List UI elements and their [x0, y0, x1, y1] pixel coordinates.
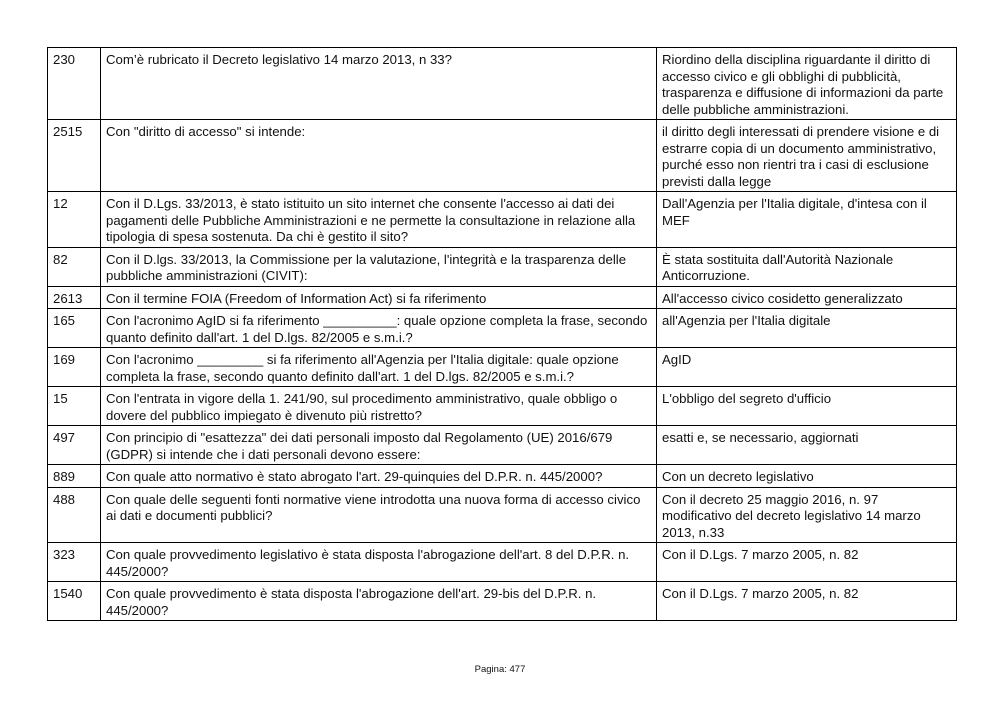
answer-cell: L'obbligo del segreto d'ufficio: [657, 387, 957, 426]
table-row: [48, 487, 957, 543]
table-row: [48, 543, 957, 582]
qa-table-body: [48, 48, 957, 621]
question-id-cell: 169: [48, 348, 101, 387]
answer-cell: È stata sostituita dall'Autorità Nazionale Anticorruzione.: [657, 247, 957, 286]
question-cell: Con l'entrata in vigore della 1. 241/90, sul procedimento amministrativo, quale obbligo o dovere del pubblico impiegato è divenuto più ristretto?: [101, 387, 657, 426]
answer-cell: All'accesso civico cosidetto generalizzato: [657, 286, 957, 309]
table-row: [48, 426, 957, 465]
question-id-cell: 497: [48, 426, 101, 465]
question-id-cell: 2613: [48, 286, 101, 309]
table-row: [48, 582, 957, 621]
question-cell: Con il D.lgs. 33/2013, la Commissione per la valutazione, l'integrità e la trasparenza delle pubbliche amministrazioni (CIVIT):: [101, 247, 657, 286]
answer-cell: Dall'Agenzia per l'Italia digitale, d'intesa con il MEF: [657, 192, 957, 248]
answer-cell: il diritto degli interessati di prendere visione e di estrarre copia di un documento amministrativo, purché esso non rientri tra i casi di esclusione previsti dalla legge: [657, 120, 957, 192]
question-cell: Con quale atto normativo è stato abrogato l'art. 29-quinquies del D.P.R. n. 445/2000?: [101, 465, 657, 488]
question-cell: Con quale provvedimento legislativo è stata disposta l'abrogazione dell'art. 8 del D.P.R. n. 445/2000?: [101, 543, 657, 582]
answer-cell: Con il D.Lgs. 7 marzo 2005, n. 82: [657, 543, 957, 582]
question-id-cell: 889: [48, 465, 101, 488]
question-id-cell: 12: [48, 192, 101, 248]
answer-cell: Con il D.Lgs. 7 marzo 2005, n. 82: [657, 582, 957, 621]
page-number: Pagina: 477: [474, 664, 526, 675]
table-row: [48, 286, 957, 309]
question-cell: Con il termine FOIA (Freedom of Information Act) si fa riferimento: [101, 286, 657, 309]
question-cell: Con quale provvedimento è stata disposta l'abrogazione dell'art. 29-bis del D.P.R. n. 445/2000?: [101, 582, 657, 621]
table-row: [48, 387, 957, 426]
question-id-cell: 165: [48, 309, 101, 348]
question-id-cell: 488: [48, 487, 101, 543]
answer-cell: esatti e, se necessario, aggiornati: [657, 426, 957, 465]
table-row: [48, 348, 957, 387]
question-cell: Con principio di "esattezza" dei dati personali imposto dal Regolamento (UE) 2016/679 (GDPR) si intende che i dati personali devono essere:: [101, 426, 657, 465]
answer-cell: Riordino della disciplina riguardante il diritto di accesso civico e gli obblighi di pubblicità, trasparenza e diffusione di informazioni da parte delle pubbliche amministrazioni.: [657, 48, 957, 120]
answer-cell: all'Agenzia per l'Italia digitale: [657, 309, 957, 348]
question-cell: Con il D.Lgs. 33/2013, è stato istituito un sito internet che consente l'accesso ai dati dei pagamenti delle Pubbliche Amministrazioni e ne permette la consultazione in relazione alla tipologia di spesa sostenuta. Da chi è gestito il sito?: [101, 192, 657, 248]
question-id-cell: 15: [48, 387, 101, 426]
question-id-cell: 323: [48, 543, 101, 582]
answer-cell: Con un decreto legislativo: [657, 465, 957, 488]
question-cell: Com’è rubricato il Decreto legislativo 14 marzo 2013, n 33?: [101, 48, 657, 120]
table-row: [48, 120, 957, 192]
table-row: [48, 309, 957, 348]
question-id-cell: 1540: [48, 582, 101, 621]
table-row: [48, 247, 957, 286]
question-id-cell: 82: [48, 247, 101, 286]
question-cell: Con quale delle seguenti fonti normative viene introdotta una nuova forma di accesso civico ai dati e documenti pubblici?: [101, 487, 657, 543]
question-cell: Con l'acronimo AgID si fa riferimento __________: quale opzione completa la frase, secondo quanto definito dall'art. 1 del D.lgs. 82/2005 e s.m.i.?: [101, 309, 657, 348]
answer-cell: Con il decreto 25 maggio 2016, n. 97 modificativo del decreto legislativo 14 marzo 2013, n.33: [657, 487, 957, 543]
table-row: [48, 48, 957, 120]
table-row: [48, 192, 957, 248]
question-id-cell: 230: [48, 48, 101, 120]
answer-cell: AgID: [657, 348, 957, 387]
table-row: [48, 465, 957, 488]
question-cell: Con "diritto di accesso" si intende:: [101, 120, 657, 192]
qa-table: [47, 47, 957, 621]
question-id-cell: 2515: [48, 120, 101, 192]
question-cell: Con l'acronimo _________ si fa riferimento all'Agenzia per l'Italia digitale: quale opzione completa la frase, secondo quanto definito dall'art. 1 del D.lgs. 82/2005 e s.m.i.?: [101, 348, 657, 387]
